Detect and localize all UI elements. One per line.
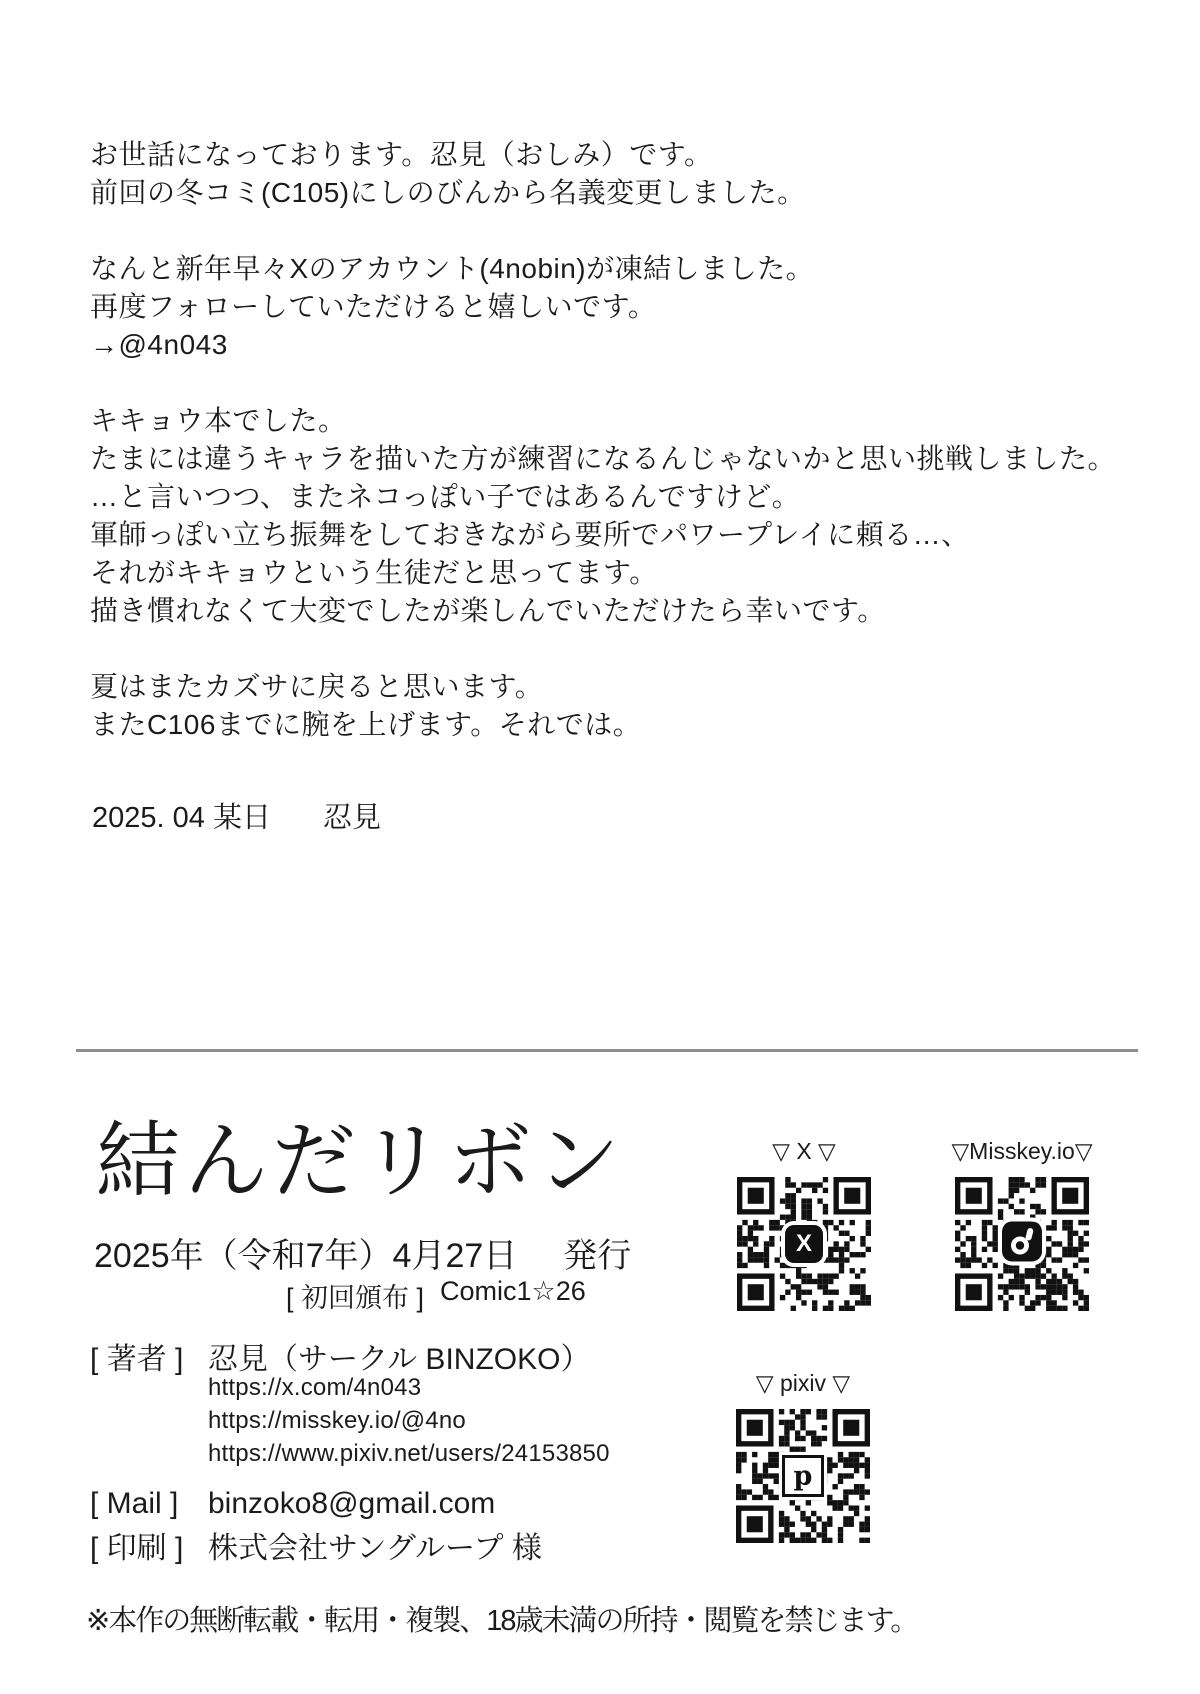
- print-label: [ 印刷 ]: [90, 1532, 184, 1565]
- pixiv-qr-label: ▽ pixiv ▽: [755, 1370, 851, 1396]
- pixiv-qr-group: [736, 1370, 870, 1543]
- mail-address: binzoko8@gmail.com: [208, 1487, 496, 1520]
- publish-date-line: [94, 1228, 631, 1277]
- afterword-line: 描き慣れなくて大変でしたが楽しんでいただけたら幸いです。: [90, 595, 886, 626]
- print-row: [90, 1523, 542, 1567]
- afterword-line: 夏はまたカズサに戻ると思います。: [90, 671, 544, 702]
- afterword-line: 再度フォローしていただけると嬉しいです。: [90, 291, 657, 322]
- publish-suffix: 発行: [563, 1237, 632, 1275]
- date-signature: [92, 795, 381, 836]
- pixiv-logo-icon: p: [782, 1455, 824, 1497]
- afterword-line: …と言いつつ、またネコっぽい子ではあるんですけど。: [90, 481, 801, 512]
- afterword-text: [90, 136, 1116, 782]
- misskey-qr-label: ▽Misskey.io▽: [951, 1138, 1093, 1164]
- afterword-line: またC106までに腕を上げます。それでは。: [90, 709, 642, 740]
- x-qr-group: [737, 1138, 871, 1311]
- afterword-date: 2025. 04 某日: [92, 802, 271, 834]
- author-label: [ 著者 ]: [90, 1343, 184, 1376]
- print-company: 株式会社サングループ 様: [208, 1532, 542, 1565]
- afterword-paragraph: [90, 402, 1116, 630]
- pixiv-qr-code: [736, 1409, 870, 1543]
- afterword-line: →@4n043: [90, 329, 228, 360]
- author-links: [208, 1371, 610, 1470]
- copyright-notice: ※本作の無断転載・転用・複製、18歳未満の所持・閲覧を禁じます。: [86, 1605, 918, 1637]
- first-distribution-label: [ 初回頒布 ]: [286, 1283, 425, 1313]
- afterword-line: キキョウ本でした。: [90, 405, 347, 436]
- afterword-line: なんと新年早々Xのアカウント(4nobin)が凍結しました。: [90, 253, 815, 284]
- publish-date: 2025年（令和7年）4月27日: [94, 1237, 518, 1275]
- first-distribution-event: Comic1☆26: [440, 1276, 586, 1306]
- afterword-line: それがキキョウという生徒だと思ってます。: [90, 557, 658, 588]
- mail-label: [ Mail ]: [90, 1487, 179, 1520]
- afterword-line: 前回の冬コミ(C105)にしのびんから名義変更しました。: [90, 177, 806, 208]
- x-profile-url: https://x.com/4n043: [208, 1374, 422, 1401]
- section-divider: [76, 1049, 1138, 1052]
- afterword-paragraph: [90, 668, 1116, 744]
- book-title: 結んだリボン: [96, 1114, 625, 1208]
- first-distribution-line: [286, 1276, 586, 1315]
- misskey-qr-group: [951, 1138, 1093, 1311]
- afterword-line: 軍師っぽい立ち振舞をしておきながら要所でパワープレイに頼る…、: [90, 519, 970, 550]
- author-signature: 忍見: [322, 802, 381, 834]
- afterword-line: お世話になっております。忍見（おしみ）です。: [90, 139, 713, 170]
- x-logo-icon: X: [785, 1225, 823, 1263]
- misskey-profile-url: https://misskey.io/@4no: [208, 1407, 466, 1434]
- author-value: 忍見（サークル BINZOKO）: [208, 1343, 591, 1376]
- afterword-paragraph: [90, 136, 1116, 212]
- misskey-qr-code: [955, 1177, 1089, 1311]
- mail-row: [90, 1487, 495, 1521]
- pixiv-profile-url: https://www.pixiv.net/users/24153850: [208, 1440, 610, 1467]
- afterword-line: たまには違うキャラを描いた方が練習になるんじゃないかと思い挑戦しました。: [90, 443, 1117, 474]
- misskey-logo-icon: [1002, 1222, 1042, 1267]
- x-qr-code: [737, 1177, 871, 1311]
- x-qr-label: ▽ X ▽: [772, 1138, 836, 1164]
- afterword-paragraph: [90, 250, 1116, 364]
